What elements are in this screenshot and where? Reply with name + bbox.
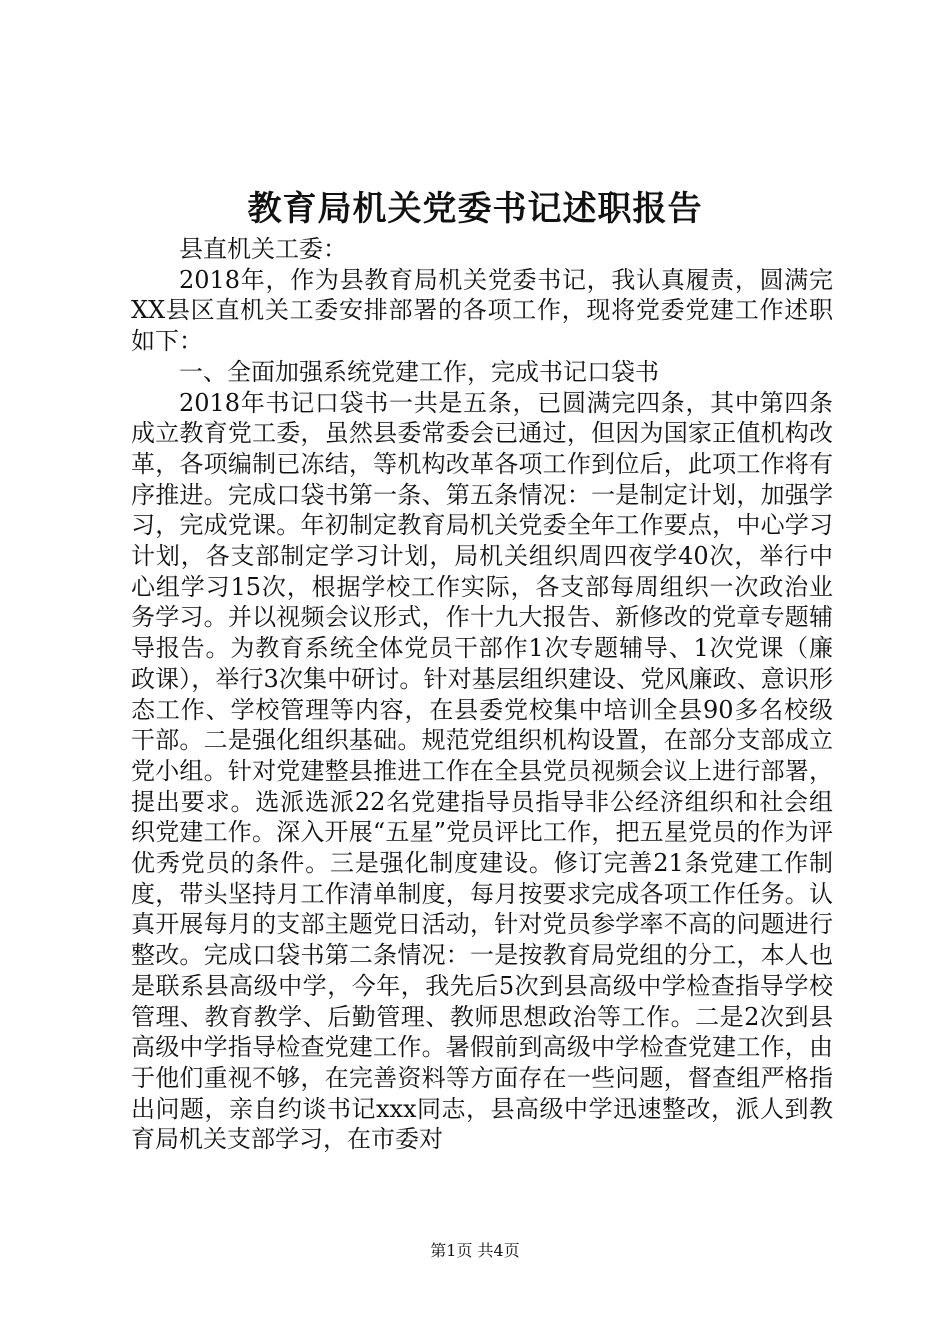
page-footer: 第1页 共4页 [430,1241,520,1260]
document-title: 教育局机关党委书记述职报告 [247,189,703,229]
intro-paragraph: 2018年，作为县教育局机关党委书记，我认真履责，圆满完XX县区直机关工委安排部署的各项工作，现将党委党建工作述职如下： [131,265,833,356]
section-heading: 一、全面加强系统党建工作，完成书记口袋书 [179,357,659,386]
salutation: 县直机关工委： [179,235,347,263]
body-paragraph: 2018年书记口袋书一共是五条，已圆满完四条，其中第四条成立教育党工委，虽然县委常委会已通过，但因为国家正值机构改革，各项编制已冻结，等机构改革各项工作到位后，此项工作将有序推进。完成口袋书第一条、第五条情况：一是制定计划，加强学习，完成党课。年初制定教育局机关党委全年工作要点，中心学习计划，各支部制定学习计划，局机关组织周四夜学40次，举行中心组学习15次，根据学校工作实际，各支部每周组织一次政治业务学习。并以视频会议形式，作十九大报告、新修改的党章专题辅导报告。为教育系统全体党员干部作1次专题辅导、1次党课（廉政课），举行3次集中研讨。针对基层组织建设、党风廉政、意识形态工作、学校管理等内容，在县委党校集中培训全县90多名校级干部。二是强化组织基础。规范党组织机构设置，在部分支部成立党小组。针对党建整县推进工作在全县党员视频会议上进行部署，提出要求。选派选派22名党建指导员指导非公经济组织和社会组织党建工作。深入开展“五星”党员评比工作，把五星党员的作为评优秀党员的条件。三是强化制度建设。修订完善21条党建工作制度，带头坚持月工作清单制度，每月按要求完成各项工作任务。认真开展每月的支部主题党日活动，针对党员参学率不高的问题进行整改。完成口袋书第二条情况：一是按教育局党组的分工，本人也是联系县高级中学，今年，我先后5次到县高级中学检查指导学校管理、教育教学、后勤管理、教师思想政治等工作。二是2次到县高级中学指导检查党建工作。暑假前到高级中学检查党建工作，由于他们重视不够，在完善资料等方面存在一些问题，督查组严格指出问题，亲自约谈书记xxx同志，县高级中学迅速整改，派人到教育局机关支部学习，在市委对 [131,388,833,1154]
document-body [131,234,833,1155]
